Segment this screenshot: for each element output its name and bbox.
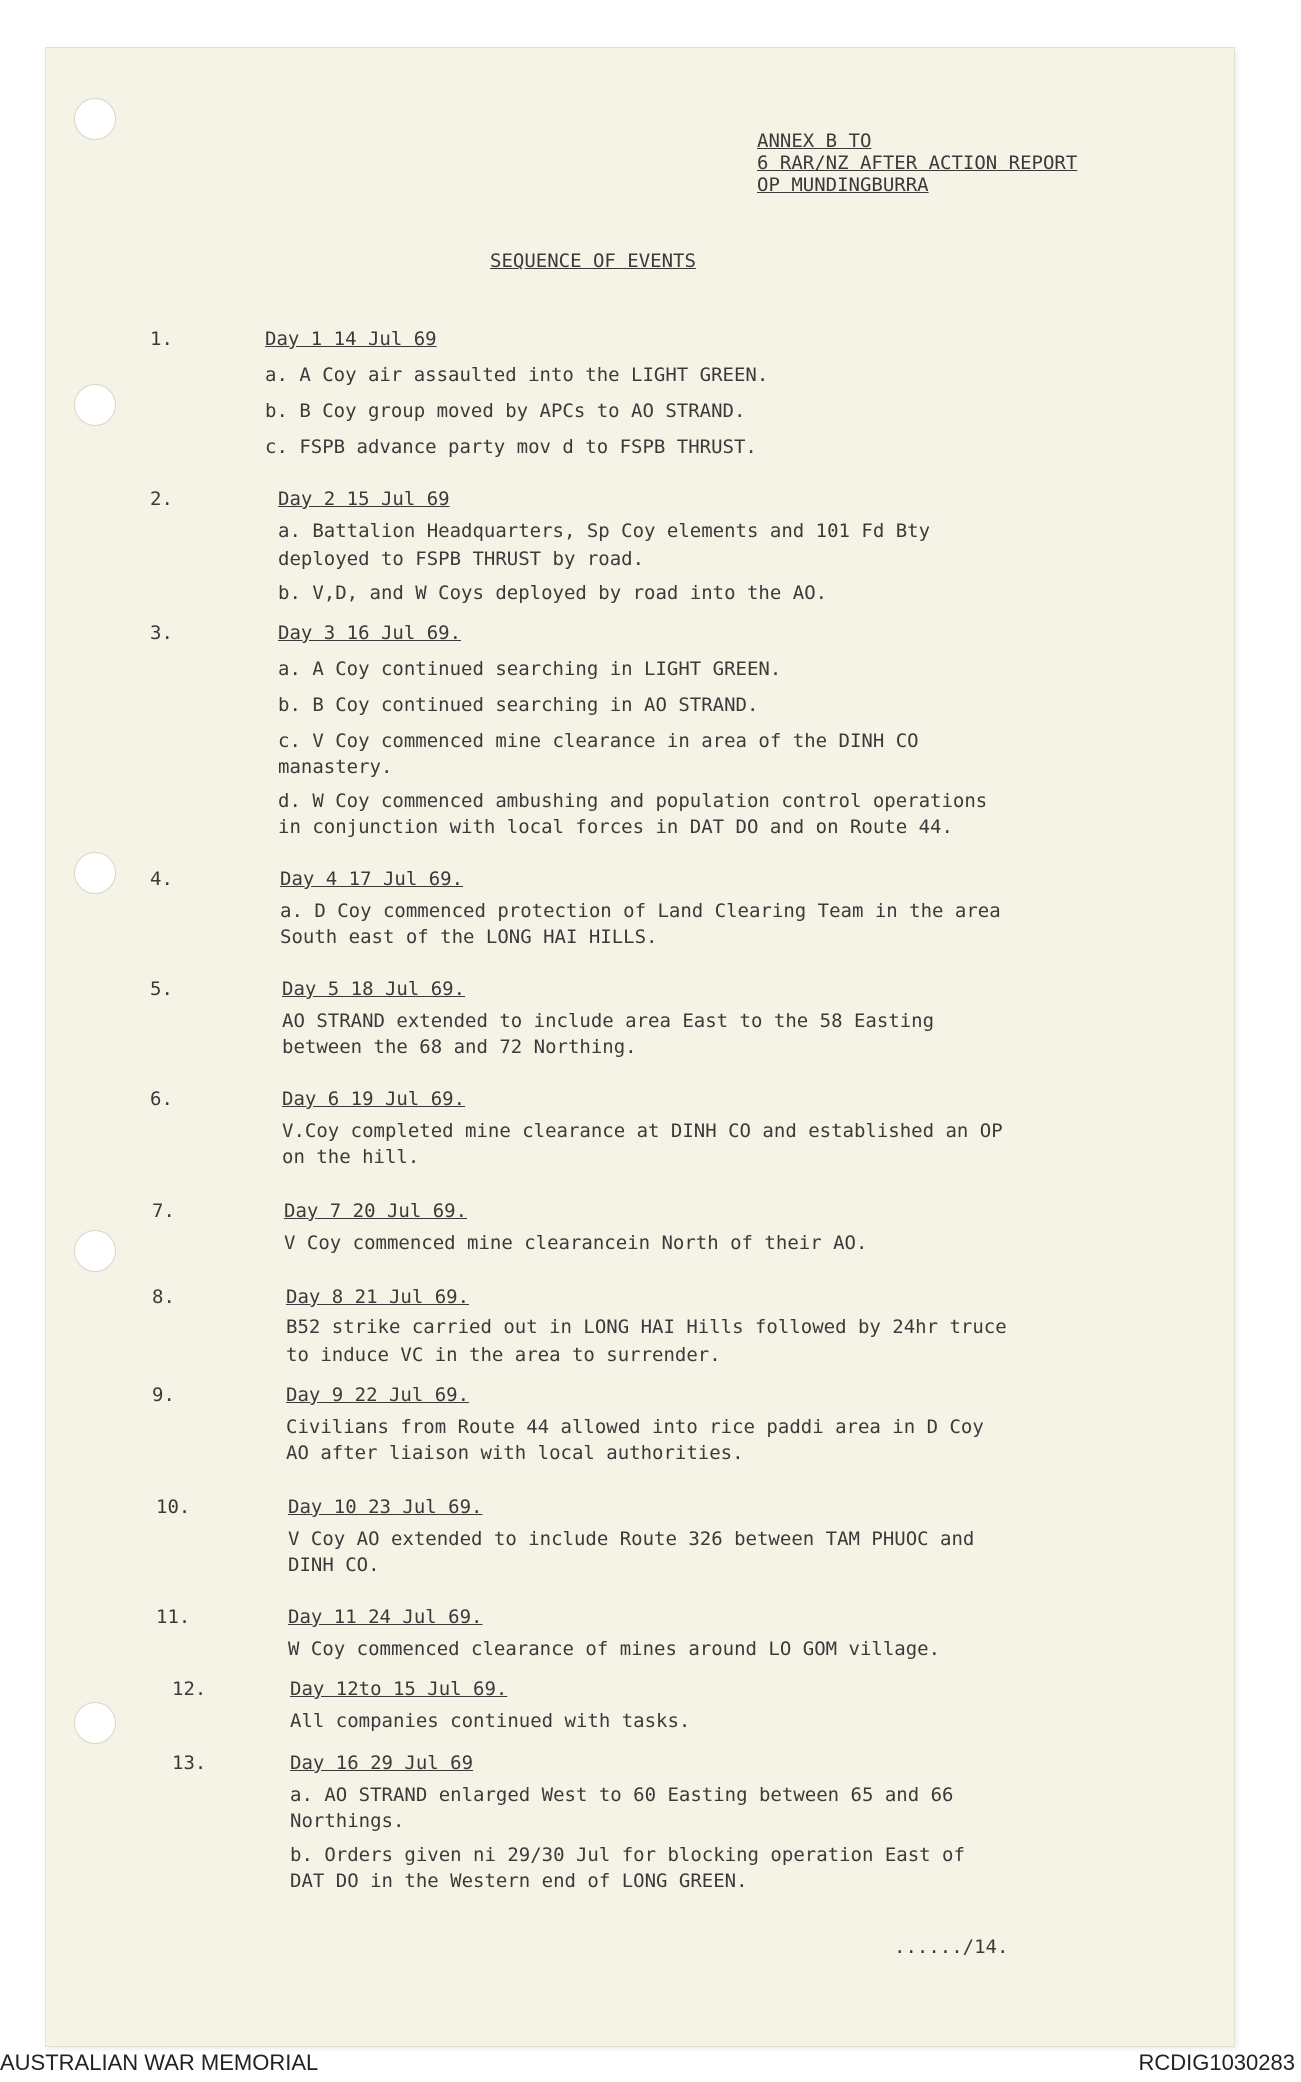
event-line: to induce VC in the area to surrender. xyxy=(286,1344,721,1366)
event-number: 11. xyxy=(156,1606,191,1628)
event-line: V Coy commenced mine clearancein North of their AO. xyxy=(284,1232,868,1254)
event-line: All companies continued with tasks. xyxy=(290,1710,691,1732)
event-heading: Day 9 22 Jul 69. xyxy=(286,1384,470,1406)
footer-institution: AUSTRALIAN WAR MEMORIAL xyxy=(0,2050,319,2075)
event-line: c. V Coy commenced mine clearance in area of the DINH CO xyxy=(278,730,919,752)
punch-hole-5 xyxy=(74,1702,116,1744)
event-line: deployed to FSPB THRUST by road. xyxy=(278,548,645,570)
punch-hole-2 xyxy=(74,384,116,426)
event-number: 6. xyxy=(150,1088,173,1110)
event-line: B52 strike carried out in LONG HAI Hills followed by 24hr truce xyxy=(286,1316,1007,1338)
event-line: b. B Coy group moved by APCs to AO STRAND. xyxy=(265,400,746,422)
event-heading: Day 5 18 Jul 69. xyxy=(282,978,466,1000)
event-heading: Day 8 21 Jul 69. xyxy=(286,1286,470,1308)
event-number: 5. xyxy=(150,978,173,1000)
event-number: 10. xyxy=(156,1496,191,1518)
document-title: SEQUENCE OF EVENTS xyxy=(490,250,696,272)
event-number: 3. xyxy=(150,622,173,644)
event-line: AO STRAND extended to include area East to the 58 Easting xyxy=(282,1010,935,1032)
event-line: DINH CO. xyxy=(288,1554,380,1576)
event-heading: Day 16 29 Jul 69 xyxy=(290,1752,474,1774)
punch-hole-4 xyxy=(74,1230,116,1272)
event-heading: Day 2 15 Jul 69 xyxy=(278,488,450,510)
event-line: a. AO STRAND enlarged West to 60 Easting between 65 and 66 xyxy=(290,1784,954,1806)
event-line: AO after liaison with local authorities. xyxy=(286,1442,744,1464)
event-line: a. A Coy air assaulted into the LIGHT GREEN. xyxy=(265,364,769,386)
event-heading: Day 11 24 Jul 69. xyxy=(288,1606,483,1628)
event-line: b. B Coy continued searching in AO STRAND. xyxy=(278,694,759,716)
event-line: a. Battalion Headquarters, Sp Coy elements and 101 Fd Bty xyxy=(278,520,931,542)
event-line: c. FSPB advance party mov d to FSPB THRUST. xyxy=(265,436,757,458)
annex-line-3: OP MUNDINGBURRA xyxy=(757,174,929,196)
event-line: manastery. xyxy=(278,756,393,778)
event-line: South east of the LONG HAI HILLS. xyxy=(280,926,658,948)
event-line: Civilians from Route 44 allowed into rice paddi area in D Coy xyxy=(286,1416,984,1438)
event-line: on the hill. xyxy=(282,1146,420,1168)
event-number: 13. xyxy=(172,1752,207,1774)
event-line: b. V,D, and W Coys deployed by road into the AO. xyxy=(278,582,828,604)
event-line: DAT DO in the Western end of LONG GREEN. xyxy=(290,1870,748,1892)
punch-hole-1 xyxy=(74,98,116,140)
event-number: 9. xyxy=(152,1384,175,1406)
event-line: a. A Coy continued searching in LIGHT GREEN. xyxy=(278,658,782,680)
event-line: V Coy AO extended to include Route 326 between TAM PHUOC and xyxy=(288,1528,975,1550)
annex-header xyxy=(757,130,1077,196)
footer-record-id: RCDIG1030283 xyxy=(1138,2050,1295,2075)
event-line: W Coy commenced clearance of mines around LO GOM village. xyxy=(288,1638,941,1660)
event-line: in conjunction with local forces in DAT DO and on Route 44. xyxy=(278,816,953,838)
event-number: 1. xyxy=(150,328,173,350)
event-number: 7. xyxy=(152,1200,175,1222)
event-number: 2. xyxy=(150,488,173,510)
event-line: V.Coy completed mine clearance at DINH CO and established an OP xyxy=(282,1120,1003,1142)
event-line: d. W Coy commenced ambushing and population control operations xyxy=(278,790,988,812)
event-heading: Day 12to 15 Jul 69. xyxy=(290,1678,508,1700)
event-line: Northings. xyxy=(290,1810,405,1832)
event-heading: Day 3 16 Jul 69. xyxy=(278,622,462,644)
event-heading: Day 7 20 Jul 69. xyxy=(284,1200,468,1222)
event-number: 12. xyxy=(172,1678,207,1700)
punch-hole-3 xyxy=(74,852,116,894)
event-line: between the 68 and 72 Northing. xyxy=(282,1036,637,1058)
annex-line-2: 6 RAR/NZ AFTER ACTION REPORT xyxy=(757,152,1078,174)
annex-line-1: ANNEX B TO xyxy=(757,130,872,152)
event-heading: Day 1 14 Jul 69 xyxy=(265,328,437,350)
event-heading: Day 6 19 Jul 69. xyxy=(282,1088,466,1110)
event-heading: Day 10 23 Jul 69. xyxy=(288,1496,483,1518)
event-line: b. Orders given ni 29/30 Jul for blocking operation East of xyxy=(290,1844,965,1866)
event-heading: Day 4 17 Jul 69. xyxy=(280,868,464,890)
document-page xyxy=(46,48,1234,2046)
event-line: a. D Coy commenced protection of Land Clearing Team in the area xyxy=(280,900,1001,922)
page-continuation: ....../14. xyxy=(894,1936,1009,1958)
event-number: 4. xyxy=(150,868,173,890)
event-number: 8. xyxy=(152,1286,175,1308)
